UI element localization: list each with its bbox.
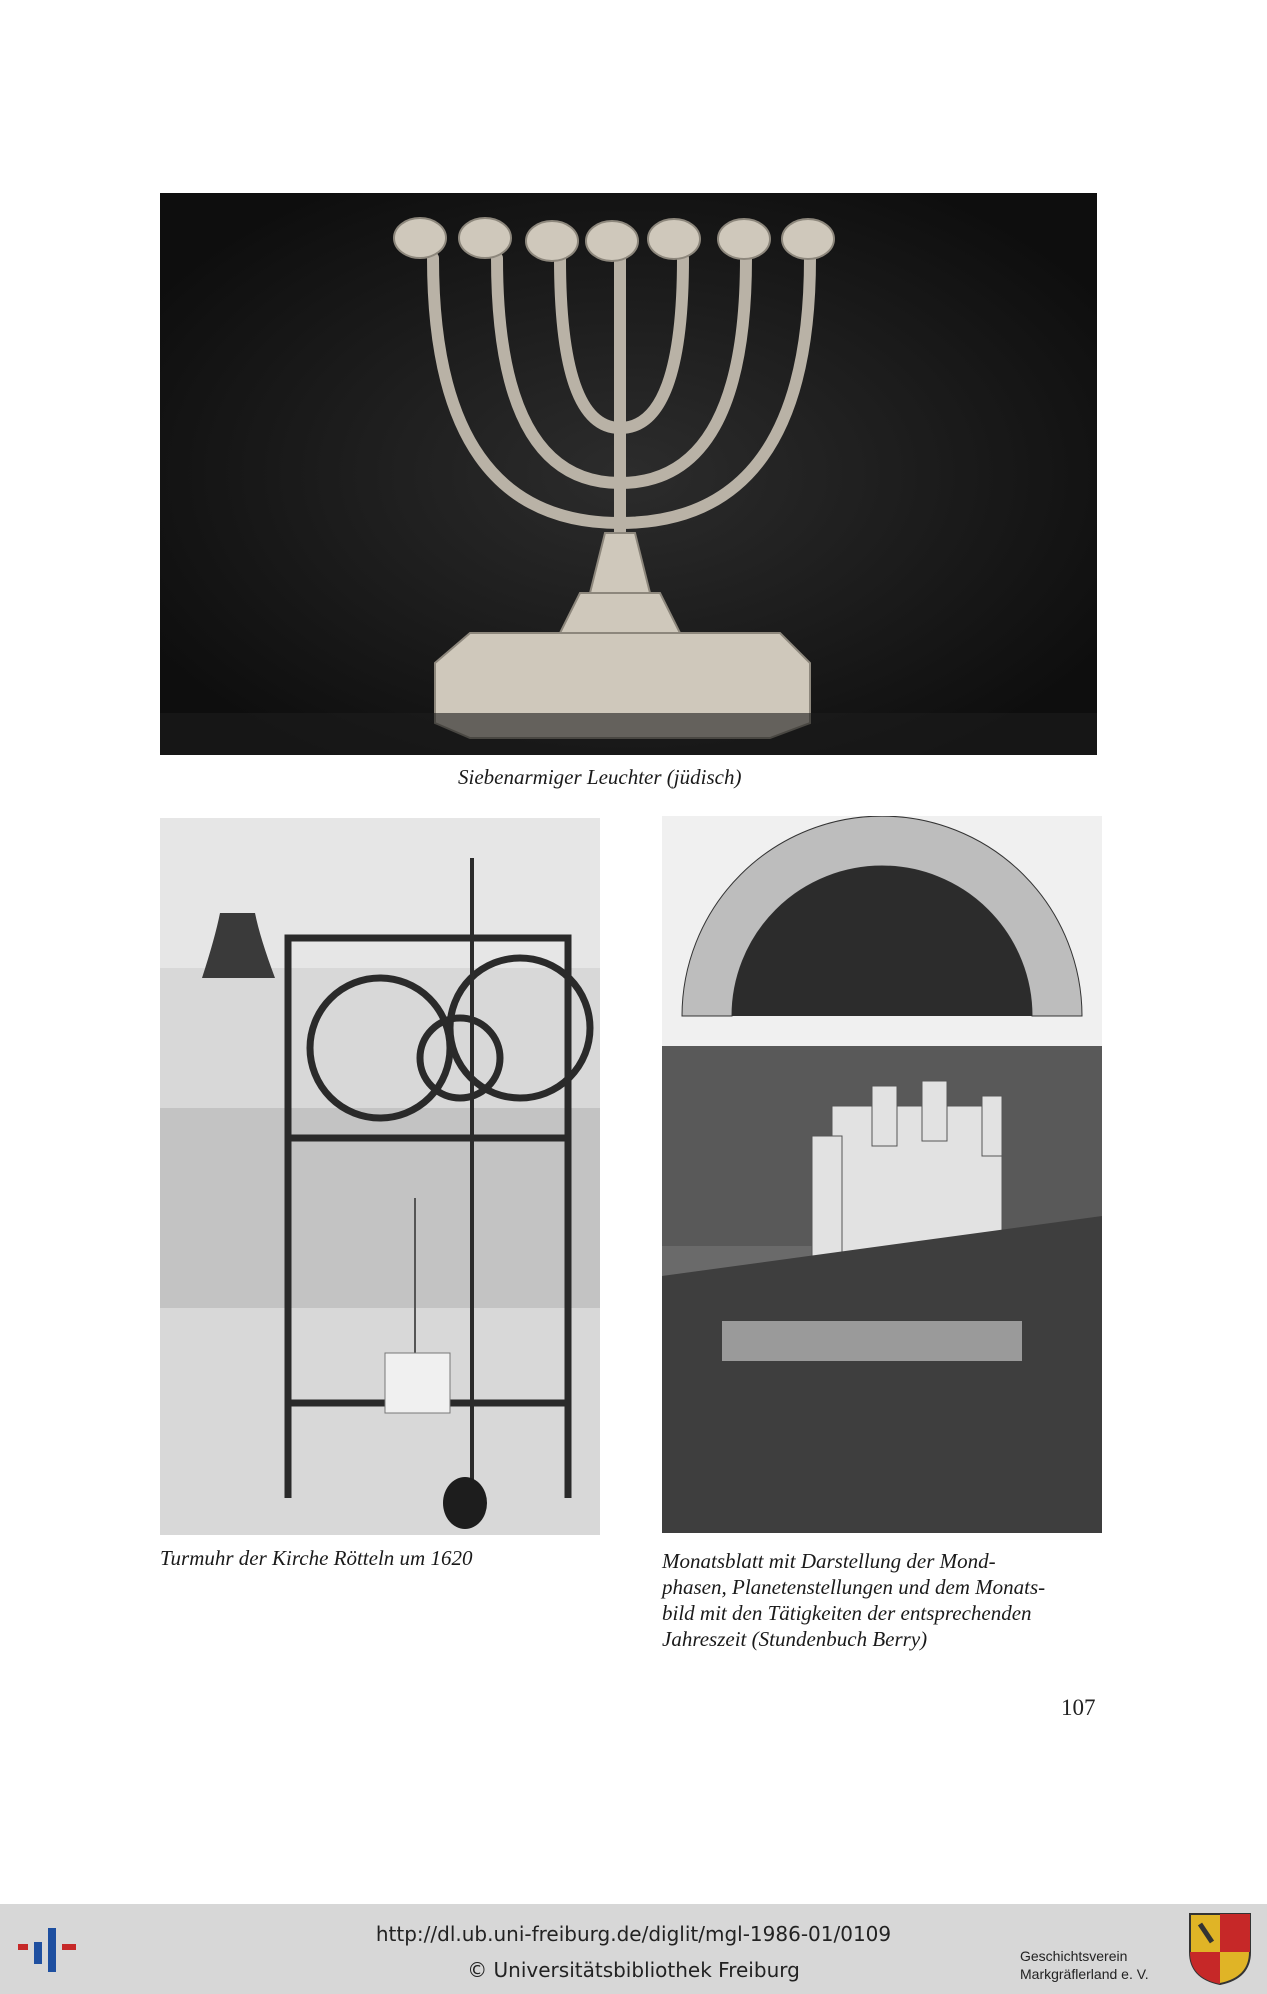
calendar-image: [662, 816, 1102, 1533]
footer-bar: [0, 1904, 1267, 1994]
menorah-image: [160, 193, 1097, 755]
calendar-caption-line: phasen, Planetenstellungen und dem Monats-: [662, 1575, 1046, 1599]
calendar-caption-line: bild mit den Tätigkeiten der entsprechenden: [662, 1601, 1032, 1625]
tower-clock-image: [160, 818, 600, 1535]
calendar-caption: [662, 1548, 1045, 1652]
calendar-photo: [662, 816, 1102, 1533]
calendar-caption-line: Jahreszeit (Stundenbuch Berry): [662, 1627, 928, 1651]
footer-url[interactable]: http://dl.ub.uni-freiburg.de/diglit/mgl-1986-01/0109: [375, 1922, 892, 1946]
tower-clock-caption: Turmuhr der Kirche Rötteln um 1620: [160, 1546, 473, 1570]
menorah-caption: Siebenarmiger Leuchter (jüdisch): [458, 765, 742, 789]
association-name-line2: Markgräflerland e. V.: [1020, 1966, 1149, 1982]
calendar-caption-line: Monatsblatt mit Darstellung der Mond-: [662, 1549, 996, 1573]
coat-of-arms: [1188, 1912, 1252, 1986]
menorah-photo: [160, 193, 1097, 755]
association-name-line1: Geschichtsverein: [1020, 1948, 1128, 1964]
tower-clock-photo: [160, 818, 600, 1535]
page-number: 107: [1061, 1695, 1096, 1720]
footer-copyright: © Universitätsbibliothek Freiburg: [467, 1958, 800, 1982]
